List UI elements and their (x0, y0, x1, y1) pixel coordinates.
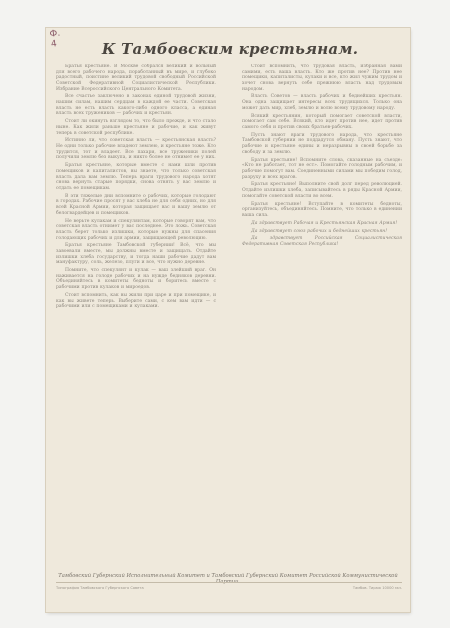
right-paragraph: Стоит вспомнить, что трудовая власть, избранная вами самими, есть ваша власть. Кто же против нее? Против нее помещики, капиталисты, кулаки и все, кто жил чужим трудом и хочет снова вернуть себе прежнюю власть над трудовым народом. (242, 64, 402, 92)
slogan: Да здравствует Рабочая и Крестьянская Красная Армия! (251, 220, 398, 226)
right-paragraph: Пусть знают враги трудового народа, что крестьяне Тамбовской губернии не поддадутся обману. Пусть знают, что рабочие и крестьяне едины и неразрывны в своей борьбе за свободу и за землю. (242, 132, 402, 155)
imprint-row (56, 586, 402, 590)
right-paragraph: Власть Советов — власть рабочих и беднейших крестьян. Она одна защищает интересы всех трудящихся. Только она может дать мир, хлеб, землю и волю всему трудовому народу. (242, 94, 402, 111)
right-paragraph: Братья крестьяне! Выполните свой долг перед революцией. Отдайте излишки хлеба, записывайтесь в ряды Красной Армии, помогайте советской власти во всем. (242, 182, 402, 199)
slogan: Да здравствует Российская Социалистическая Федеративная Советская Республика! (242, 236, 402, 248)
slogan: Да здравствует союз рабочих и беднейших крестьян! (251, 228, 388, 234)
left-paragraph: Все счастье заключено в законах единой трудовой жизни, нашим силам, нашим сердцам в каждой ее части. Советская власть не есть власть какого-либо одного класса, а единая власть всех тружеников — рабочих и крестьян. (56, 94, 216, 117)
left-paragraph: Помните, что спекулянт и кулак — ваш злейший враг. Он наживается на голоде рабочих и на нужде бедняков деревни. Объединяйтесь в комитеты бедноты и боритесь вместе с рабочими против кулаков и мироедов. (56, 268, 216, 291)
document-title: К Тамбовским крестьянам. (101, 40, 359, 58)
signature-line: Тамбовский Губернский Исполнительный Комитет и Тамбовский Губернский Комитет Российской Коммунистической Партии. (58, 573, 398, 585)
left-paragraph: Братья крестьяне. В Москве собрался великий и вольный для всего рабочего народа, поработанный въ мире, и глубоко радостный, поистине великий трудовой свободный Российской Советской Федеративной Социалистической Республики. Избрание Всероссийского Центрального Комитета. (56, 64, 216, 92)
imprint-left: Типография Тамбовского Губернского Совета (56, 586, 144, 590)
left-column (56, 64, 216, 567)
left-paragraph: Не верьте кулакам и спекулянтам, которые говорят вам, что советская власть отнимет у вас последнее. Это ложь. Советская власть берет только излишки, которые нужны для спасения голодающих рабочих и для армии, защищающей революцию. (56, 218, 216, 241)
left-paragraph: Братья крестьяне Тамбовской губернии! Всё, что мы завоевали вместе, мы должны вместе и защищать. Отдайте излишки хлеба государству, и тогда наши рабочие дадут вам мануфактуру, соль, железо, плуги и все, что нужно деревне. (56, 243, 216, 266)
catalog-mark-line1: Ф. (49, 28, 61, 40)
left-paragraph: Братья крестьяне, которые вместе с нами шли против помещиков и капиталистов, вы знаете, что только советская власть дала вам землю. Теперь враги трудового народа хотят снова вернуть старые порядки, снова отнять у вас землю и отдать ее помещикам. (56, 163, 216, 191)
left-paragraph: Стоит вспомнить, как вы жили при царе и при помещике, и как вы живете теперь. Выберите сами, с кем вам идти — с рабочими или с помещиками и кулаками. (56, 292, 216, 310)
right-paragraph: Всякий крестьянин, который помогает советской власти, помогает сам себе. Всякий, кто идет против нее, идет против самого себя и против своих братьев-рабочих. (242, 113, 402, 130)
left-paragraph: В эти тяжелые дни вспомните о рабочих, которые голодают в городах. Рабочие просят у вас хлеба не для себя одних, но для всей Красной Армии, которая защищает вас и вашу землю от белогвардейцев и помещиков. (56, 193, 216, 216)
left-paragraph: Истинно ли, что советская власть — крестьянская власть? Не одни только рабочие владеют землею, и крестьяне тоже. Кто трудится, тот и владеет. Все пахари, все труженики полей получили землю без выкупа, и никто более не отнимет ее у них. (56, 138, 216, 161)
footer-divider (56, 582, 402, 583)
left-paragraph: Стоит ли окинуть взглядом то, что было прежде, и что стало ныне. Как жили раньше крестьяне и рабочие, и как живут теперь в советской республике. (56, 119, 216, 136)
right-paragraph: Братья крестьяне! Вступайте в комитеты бедноты, организуйтесь, объединяйтесь. Помните, что только в единении ваша сила. (242, 201, 402, 218)
imprint-right: Тамбов. Тираж 10000 экз. (352, 586, 402, 590)
catalog-mark-line2: 4 (50, 39, 58, 50)
right-column (242, 64, 402, 567)
right-paragraph: Братья крестьяне! Вспомните слова, сказанные на съезде: «Кто не работает, тот не ест». Помогайте голодным рабочим, и рабочие помогут вам. Соединенными силами мы победим голод, разруху и всех врагов. (242, 157, 402, 180)
